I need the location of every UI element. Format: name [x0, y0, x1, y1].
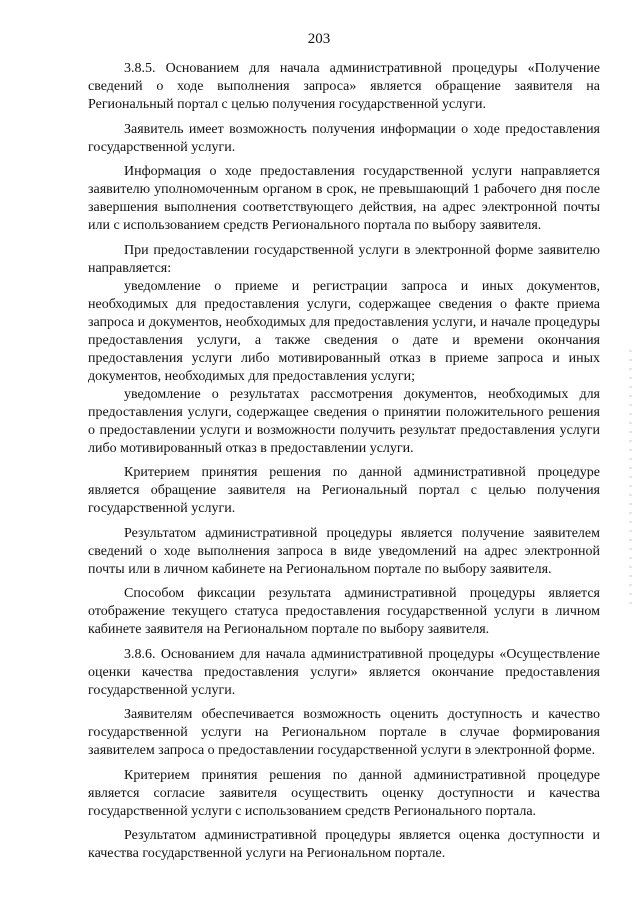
paragraph-info-delivery: Информация о ходе предоставления государственной услуги направляется заявителю уполномоченным органом в срок, не превышающий 1 рабочего дня после завершения выполнения соответствующего действия, на адрес электронной почты или с использованием средств Регионального портала по выбору заявителя.	[88, 164, 600, 233]
document-body	[88, 60, 600, 870]
page-number: 203	[307, 31, 331, 47]
paragraph-electronic-notifications: При предоставлении государственной услуги в электронной форме заявителю направляется:	[88, 242, 600, 276]
paragraph-3-8-6: 3.8.6. Основанием для начала административной процедуры «Осуществление оценки качества предоставления услуги» является окончание предоставления государственной услуги.	[88, 646, 600, 698]
paragraph-result-3-8-5: Результатом административной процедуры является получение заявителем сведений о ходе выполнения запроса в виде уведомлений на адрес электронной почты или в личном кабинете на Региональном портале по выбору заявителя.	[88, 525, 600, 577]
paragraph-receipt-notification: уведомление о приеме и регистрации запроса и иных документов, необходимых для предоставления услуги, содержащее сведения о факте приема запроса и документов, необходимых для предоставления услуги, и начале процедуры предоставления услуги, а также сведения о дате и времени окончания предоставления услуги либо мотивированный отказ в приеме запроса и иных документов, необходимых для предоставления услуги;	[88, 278, 600, 384]
paragraph-criterion-3-8-6: Критерием принятия решения по данной административной процедуре является согласие заявителя осуществить оценку доступности и качества государственной услуги с использованием средств Регионального портала.	[88, 767, 600, 819]
paragraph-quality-assessment: Заявителям обеспечивается возможность оценить доступность и качество государственной услуги на Региональном портале в случае формирования заявителем запроса о предоставлении государственной услуги в электронной форме.	[88, 707, 600, 758]
scan-edge-marks	[629, 350, 632, 610]
paragraph-3-8-5: 3.8.5. Основанием для начала административной процедуры «Получение сведений о ходе выполнения запроса» является обращение заявителя на Региональный портал с целью получения государственной услуги.	[88, 61, 600, 112]
paragraph-criterion-3-8-5: Критерием принятия решения по данной административной процедуре является обращение заявителя на Региональный портал с целью получения государственной услуги.	[88, 465, 600, 516]
paragraph-result-3-8-6: Результатом административной процедуры является оценка доступности и качества государственной услуги на Региональном портале.	[88, 828, 600, 861]
paragraph-applicant-info: Заявитель имеет возможность получения информации о ходе предоставления государственной услуги.	[88, 121, 600, 155]
paragraph-fixation-method: Способом фиксации результата административной процедуры является отображение текущего статуса предоставления государственной услуги в личном кабинете заявителя на Региональном портале по выбору заявителя.	[88, 586, 600, 637]
paragraph-results-notification: уведомление о результатах рассмотрения документов, необходимых для предоставления услуги, содержащее сведения о принятии положительного решения о предоставлении услуги и возможности получить результат предоставления услуги либо мотивированный отказ в предоставлении услуги.	[88, 386, 600, 456]
